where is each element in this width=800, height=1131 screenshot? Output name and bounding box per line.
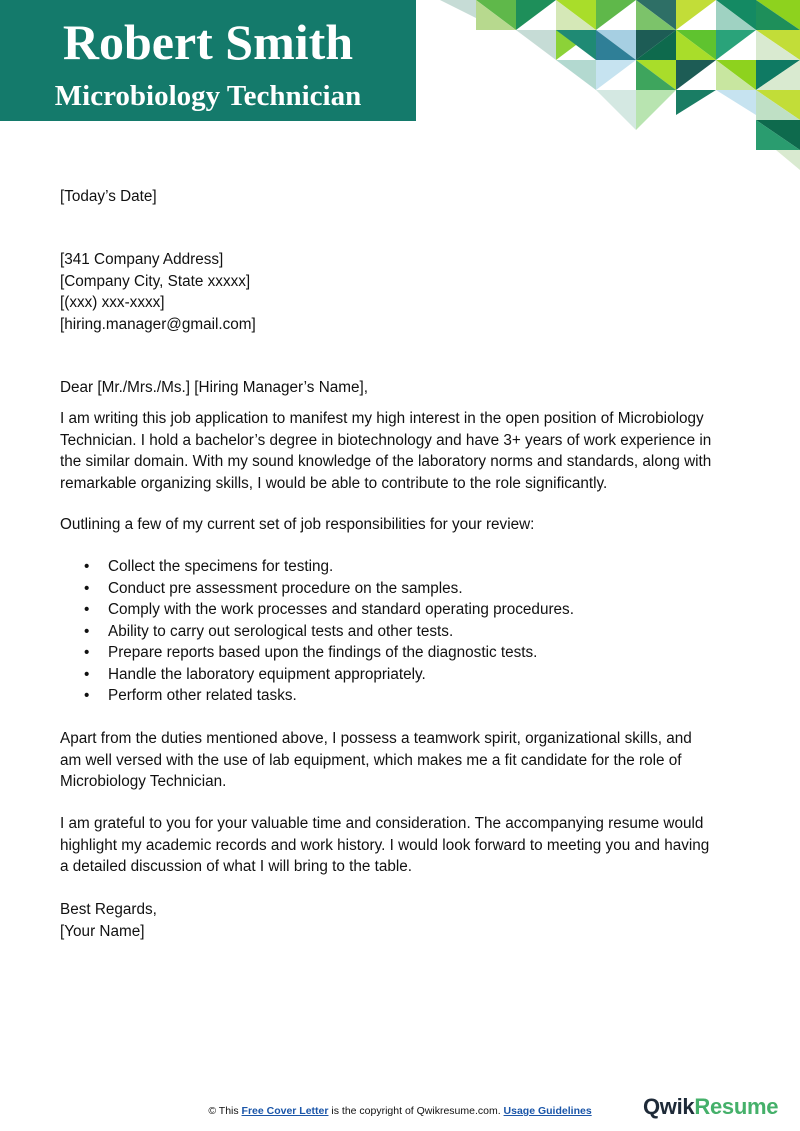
paragraph-qualifications (60, 728, 760, 793)
paragraph-line: I am writing this job application to manifest my high interest in the open position of Microbiology (60, 410, 704, 427)
header-banner (0, 0, 416, 121)
triangle-pattern-decoration (436, 0, 800, 170)
list-item (60, 642, 740, 664)
paragraph-line: am well versed with the use of lab equipment, which makes me a fit candidate for the role of (60, 751, 682, 769)
list-item (60, 578, 740, 600)
letter-date: [Today’s Date] (60, 188, 157, 205)
sign-off-block (60, 899, 760, 942)
paragraph-closing (60, 813, 760, 878)
address-line: [341 Company Address] (60, 251, 224, 268)
footer-text: is the copyright of Qwikresume.com. (328, 1105, 504, 1117)
paragraph-line: Technician. I hold a bachelor’s degree in biotechnology and have 3+ years of work experience in (60, 431, 712, 449)
bullet-icon: • (84, 601, 90, 618)
list-item-text: Perform other related tasks. (108, 687, 297, 704)
bullet-icon: • (84, 644, 90, 661)
bullet-icon: • (84, 665, 90, 683)
list-item-text: Collect the specimens for testing. (108, 558, 334, 575)
paragraph-line: I am grateful to you for your valuable time and consideration. The accompanying resume would (60, 815, 704, 832)
list-item (60, 664, 740, 686)
bullet-icon: • (84, 579, 90, 597)
list-item (60, 556, 740, 578)
paragraph-line: highlight my academic records and work history. I would look forward to meeting you and having (60, 836, 710, 854)
address-line: [Company City, State xxxxx] (60, 272, 251, 290)
paragraph-line: Apart from the duties mentioned above, I possess a teamwork spirit, organizational skills, and (60, 730, 692, 747)
usage-guidelines-link[interactable]: Usage Guidelines (503, 1105, 592, 1117)
job-title: Microbiology Technician (54, 80, 362, 112)
paragraph-line: the similar domain. With my sound knowledge of the laboratory norms and standards, along with (60, 453, 712, 470)
list-item-text: Handle the laboratory equipment appropriately. (108, 665, 426, 683)
paragraph-line: remarkable organizing skills, I would be able to contribute to the role significantly. (60, 474, 608, 492)
list-item-text: Ability to carry out serological tests and other tests. (108, 622, 454, 640)
address-line: [hiring.manager@gmail.com] (60, 315, 256, 333)
bullet-icon: • (84, 558, 90, 575)
list-item (60, 685, 740, 707)
list-item (60, 621, 740, 643)
bullet-icon: • (84, 622, 90, 640)
recipient-address-block (60, 249, 760, 335)
responsibilities-list (60, 556, 740, 707)
paragraph-intro (60, 408, 760, 494)
footer-text: © This (208, 1105, 242, 1117)
list-item-text: Prepare reports based upon the findings of the diagnostic tests. (108, 644, 538, 661)
logo-part: Qwik (643, 1094, 695, 1119)
paragraph-line: a detailed discussion of what I will bring to the table. (60, 858, 413, 875)
free-cover-letter-link[interactable]: Free Cover Letter (241, 1105, 329, 1117)
bullet-icon: • (84, 687, 90, 704)
applicant-name: Robert Smith (62, 14, 354, 70)
closing-phrase: Best Regards, (60, 901, 157, 918)
qwikresume-logo[interactable] (643, 1094, 778, 1120)
list-item (60, 599, 740, 621)
salutation: Dear [Mr./Mrs./Ms.] [Hiring Manager’s Name], (60, 379, 368, 396)
signature-name: [Your Name] (60, 922, 145, 940)
paragraph-line: Microbiology Technician. (60, 773, 227, 790)
list-item-text: Comply with the work processes and standard operating procedures. (108, 601, 574, 618)
list-item-text: Conduct pre assessment procedure on the samples. (108, 579, 463, 597)
list-intro: Outlining a few of my current set of job responsibilities for your review: (60, 516, 535, 533)
logo-part: Resume (694, 1094, 779, 1119)
address-line: [(xxx) xxx-xxxx] (60, 294, 165, 311)
